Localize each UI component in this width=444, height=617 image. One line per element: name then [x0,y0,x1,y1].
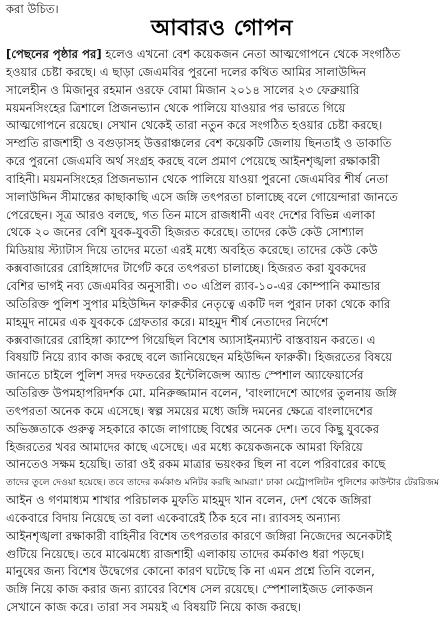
headline: আবারও গোপন [150,16,294,41]
article-line: হিজরতের খবর আমাদের কাছে এসেছে। এর মধ্যে কয়েকজনকে আমরা ফিরিয়ে [6,439,363,454]
article-line: কক্সবাজারের রোহিঙ্গা ক্যাম্পে গিয়েছিল বিশেষ অ্যাসাইনম্যান্ট বাস্তবায়ন করতে। এ [6,332,376,347]
article-line: সেখানে কাজ করে। তারা সব সময়ই এ বিষয়টি নিয়ে কাজ করছে। [6,600,302,615]
article-line: আত্মগোপনে রয়েছে। সেখান থেকেই তারা নতুন করে সংগঠিত হওয়ার চেষ্টা করছে। [6,118,383,133]
article-line: বাহিনী। ময়মনসিংহের প্রিজনভ্যান থেকে পালিয়ে যাওয়া পুরনো জেএমবির শীর্ষ নেতা [6,171,389,186]
article-body [6,46,440,615]
article-line: জঙ্গি নিয়ে কাজ করার জন্য র‌্যাবের বিশেষ সেল রয়েছে। স্পেশালাইজড লোকজন [6,582,373,597]
article-line: অতিরিক্ত পুলিশ সুপার মহিউদ্দিন ফারুকীর নেতৃত্বে একটি দল পুরান ঢাকা থেকে কারি [6,296,391,311]
article-line: হওয়ার চেষ্টা করছে। এ ছাড়া জেএমবির পুরনো দলের কথিত আমির সালাউদ্দিন [6,64,367,79]
article-line: তৎপরতা অনেক কমে এসেছে। স্বল্প সময়ের মধ্যে জঙ্গি দমনের ক্ষেত্রে বাংলাদেশের [6,403,373,418]
article-line: সালেহীন ও মিজানুর রহমান ওরফে বোমা মিজান ২০১৪ সালের ২৩ ফেব্রুয়ারি [6,82,360,97]
article-line: ময়মনসিংহের ত্রিশালে প্রিজনভ্যান থেকে পালিয়ে যাওয়ার পর ভারতে গিয়ে [6,100,346,115]
article-line: করে পুরনো জেএমবি অর্থ সংগ্রহ করছে বলে প্রমাণ পেয়েছে আইনশৃঙ্খলা রক্ষাকারী [6,154,380,169]
article-line: তাদের তুলে দেওয়া হয়েছে। তবে তাদের কর্মকাণ্ড মনিটর করছি আমরা।' ঢাকা মেট্রোপলিটন পুলিশের কাউন্টার টেররিজম [6,477,440,489]
article-line: আইনশৃঙ্খলা রক্ষাকারী বাহিনীর বিশেষ তৎপরতার কারণে জঙ্গিরা নিজেদের অনেকটাই [6,528,392,543]
article-line: অভিজ্ঞতাকে গুরুত্ব সহকারে কাজে লাগাচ্ছে বিশ্বের অনেক দেশ। তবে কিছু যুবকের [6,421,380,436]
headline-container [0,14,444,44]
article-line: থেকে ২০ জনের বেশি যুবক-যুবতী হিজরত করেছে। তাদের কেউ কেউ সোশ্যাল [6,225,364,240]
article-line: সম্প্রতি রাজশাহী ও বগুড়াসহ উত্তরাঞ্চলের বেশ কয়েকটি জেলায় ছিনতাই ও ডাকাতি [6,136,392,151]
article-line: আইন ও গণমাধ্যম শাখার পরিচালক মুফতি মাহমুদ খান বলেন, দেশ থেকে জঙ্গিরা [6,493,372,508]
continuation-kicker: [পেছনের পৃষ্ঠার পর] [6,47,102,61]
article-line: জানতে চাইলে পুলিশ সদর দফতরের ইন্টেলিজেন্স অ্যান্ড স্পেশাল অ্যাফেয়ার্সের [6,368,364,383]
article-line: পেরেছেন। সূত্র আরও বলছে, গত তিন মাসে রাজধানী এবং দেশের বিভিন্ন এলাকা [6,207,376,222]
article-line: সালাউদ্দিন সীমান্তের কাছাকাছি এসে জঙ্গি তৎপরতা চালাচ্ছে বলে গোয়েন্দারা জানতে [6,189,398,204]
article-line: অতিরিক্ত উপমহাপরিদর্শক মো. মনিরুজ্জামান বলেন, 'বাংলাদেশে আগের তুলনায় জঙ্গি [6,386,397,401]
article-line: বিষয়টি নিয়ে র‌্যাব কাজ করছে বলে জানিয়েছেন মহিউদ্দিন ফারুকী। হিজরতের বিষয়ে [6,350,393,365]
article-line: একেবারে বিদায় নিয়েছে তা বলা একেবারেই ঠিক হবে না। র‌্যাবসহ অন্যান্য [6,510,341,525]
article-line: মাহমুদ নামের এক যুবককে গ্রেফতার করে। মাহমুদ শীর্ষ নেতাদের নির্দেশে [6,314,329,329]
article-line: মানুষের জন্য বিশেষ উদ্বেগের কোনো কারণ ঘটেছে কি না এমন প্রশ্নে তিনি বলেন, [6,564,375,579]
previous-column-ending: করা উচিত। [6,2,59,16]
article-line: কক্সবাজারের রোহিঙ্গাদের টার্গেট করে তৎপরতা চালাচ্ছে। হিজরত করা যুবকদের [6,261,367,276]
article-line: গুটিয়ে নিয়েছে। তবে মাঝেমধ্যে রাজশাহী এলাকায় তাদের কর্মকাণ্ড ধরা পড়ছে। [6,546,365,561]
article-line-text: হলেও এখনো বেশ কয়েকজন নেতা আত্মগোপনে থেকে সংগঠিত [101,47,401,61]
article-line: বেশির ভাগই নব্য জেএমবির অনুসারী। ৩০ এপ্রিল র‌্যাব-১০-এর কোম্পানি কমান্ডার [6,278,381,293]
article-line: আনতেও সক্ষম হয়েছি। তারা ওই রকম মাত্রার ভয়ংকর ছিল না বলে পরিবারের কাছে [6,457,386,472]
article-line [6,46,439,64]
article-line: মিডিয়ায় স্ট্যাটাস দিয়ে তাদের মতো এরই মধ্যে অবহিত করেছে। তাদের কেউ কেউ [6,243,378,258]
